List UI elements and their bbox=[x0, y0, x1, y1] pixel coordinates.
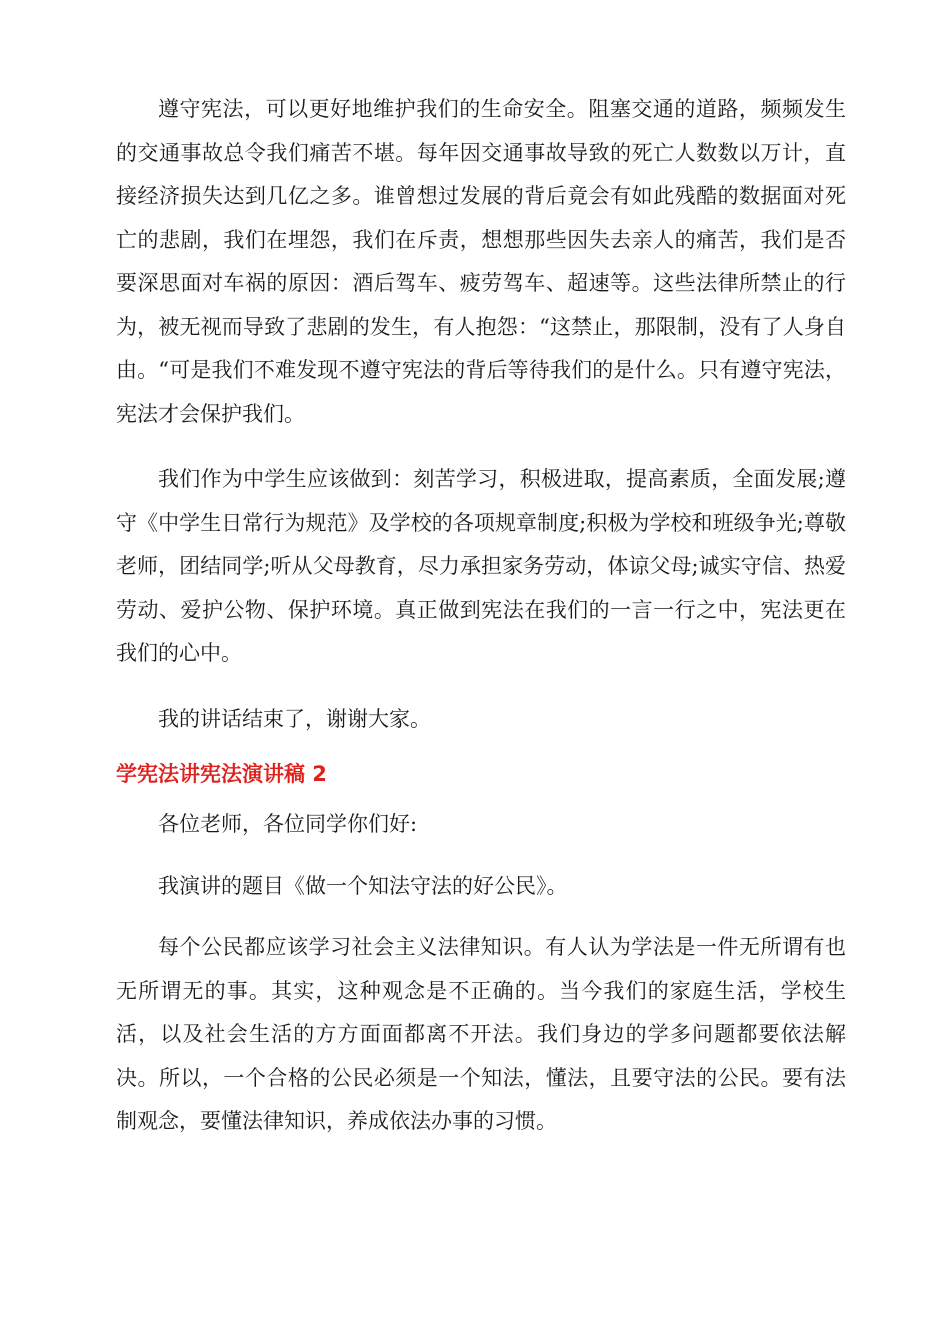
document-page bbox=[116, 88, 846, 1144]
paragraph-closing: 我的讲话结束了，谢谢大家。 bbox=[158, 706, 431, 731]
paragraph-law-knowledge: 每个公民都应该学习社会主义法律知识。有人认为学法是一件无所谓有也无所谓无的事。其实，这种观念是不正确的。当今我们的家庭生活，学校生活，以及社会生活的方方面面都离不开法。我们身边的学多问题都要依法解决。所以，一个合格的公民必须是一个知法，懂法，且要守法的公民。要有法制观念，要懂法律知识，养成依法办事的习惯。 bbox=[116, 935, 846, 1133]
section-title: 学宪法讲宪法演讲稿 2 bbox=[116, 762, 327, 786]
paragraph-student-duties: 我们作为中学生应该做到：刻苦学习，积极进取，提高素质，全面发展;遵守《中学生日常行为规范》及学校的各项规章制度;积极为学校和班级争光;尊敬老师，团结同学;听从父母教育，尽力承担家务劳动，体谅父母;诚实守信、热爱劳动、爱护公物、保护环境。真正做到宪法在我们的一言一行之中，宪法更在我们的心中。 bbox=[116, 467, 846, 665]
paragraph-speech-topic: 我演讲的题目《做一个知法守法的好公民》。 bbox=[158, 873, 568, 898]
paragraph-obey-constitution: 遵守宪法，可以更好地维护我们的生命安全。阻塞交通的道路，频频发生的交通事故总令我们痛苦不堪。每年因交通事故导致的死亡人数数以万计，直接经济损失达到几亿之多。谁曾想过发展的背后竟会有如此残酷的数据面对死亡的悲剧，我们在埋怨，我们在斥责，想想那些因失去亲人的痛苦，我们是否要深思面对车祸的原因：酒后驾车、疲劳驾车、超速等。这些法律所禁止的行为，被无视而导致了悲剧的发生，有人抱怨：“这禁止，那限制，没有了人身自由。“可是我们不难发现不遵守宪法的背后等待我们的是什么。只有遵守宪法，宪法才会保护我们。 bbox=[116, 97, 846, 426]
paragraph-greeting: 各位老师，各位同学你们好: bbox=[158, 812, 418, 836]
